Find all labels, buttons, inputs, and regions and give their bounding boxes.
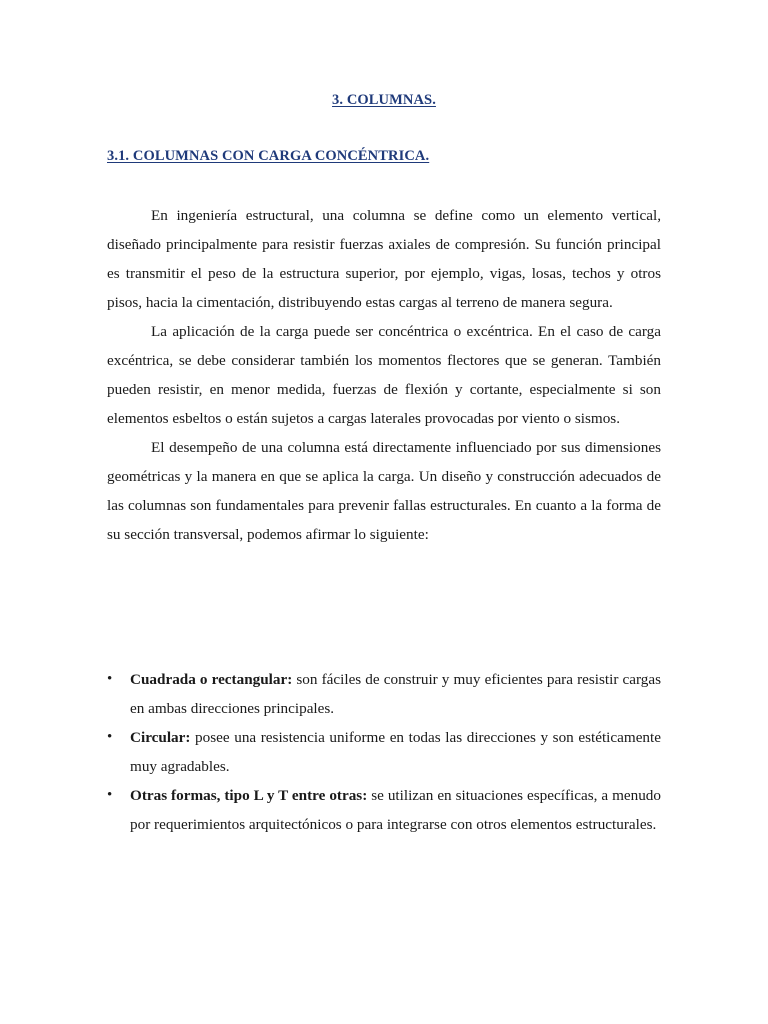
bullet-term: Cuadrada o rectangular: bbox=[130, 671, 293, 688]
bullet-icon: • bbox=[107, 787, 113, 803]
bullet-term: Otras formas, tipo L y T entre otras: bbox=[130, 787, 368, 804]
bullet-text: se utilizan en situaciones específicas, a menudo por requerimientos arquitectónicos o para integrarse con otros elementos estructurales. bbox=[130, 787, 661, 833]
list-item bbox=[107, 723, 661, 781]
subsection-heading: 3.1. COLUMNAS CON CARGA CONCÉNTRICA. bbox=[107, 148, 430, 164]
bullet-term: Circular: bbox=[130, 729, 191, 746]
body-text bbox=[107, 201, 661, 549]
bullet-icon: • bbox=[107, 729, 113, 745]
paragraph: El desempeño de una columna está directamente influenciado por sus dimensiones geométricas y la manera en que se aplica la carga. Un diseño y construcción adecuados de las columnas son fundamentales para prevenir fallas estructurales. En cuanto a la forma de su sección transversal, podemos afirmar lo siguiente: bbox=[107, 439, 661, 543]
bullet-icon: • bbox=[107, 671, 113, 687]
bullet-list bbox=[107, 665, 661, 839]
bullet-text: son fáciles de construir y muy eficientes para resistir cargas en ambas direcciones principales. bbox=[130, 671, 662, 717]
paragraph: En ingeniería estructural, una columna se define como un elemento vertical, diseñado principalmente para resistir fuerzas axiales de compresión. Su función principal es transmitir el peso de la estructura superior, por ejemplo, vigas, losas, techos y otros pisos, hacia la cimentación, distribuyendo estas cargas al terreno de manera segura. bbox=[107, 207, 661, 311]
section-heading: 3. COLUMNAS. bbox=[332, 92, 436, 108]
list-item bbox=[107, 665, 661, 723]
list-item bbox=[107, 781, 661, 839]
bullet-text: posee una resistencia uniforme en todas las direcciones y son estéticamente muy agradables. bbox=[130, 729, 661, 775]
paragraph: La aplicación de la carga puede ser concéntrica o excéntrica. En el caso de carga excéntrica, se debe considerar también los momentos flectores que se generan. También pueden resistir, en menor medida, fuerzas de flexión y cortante, especialmente si son elementos esbeltos o están sujetos a cargas laterales provocadas por viento o sismos. bbox=[107, 323, 661, 427]
